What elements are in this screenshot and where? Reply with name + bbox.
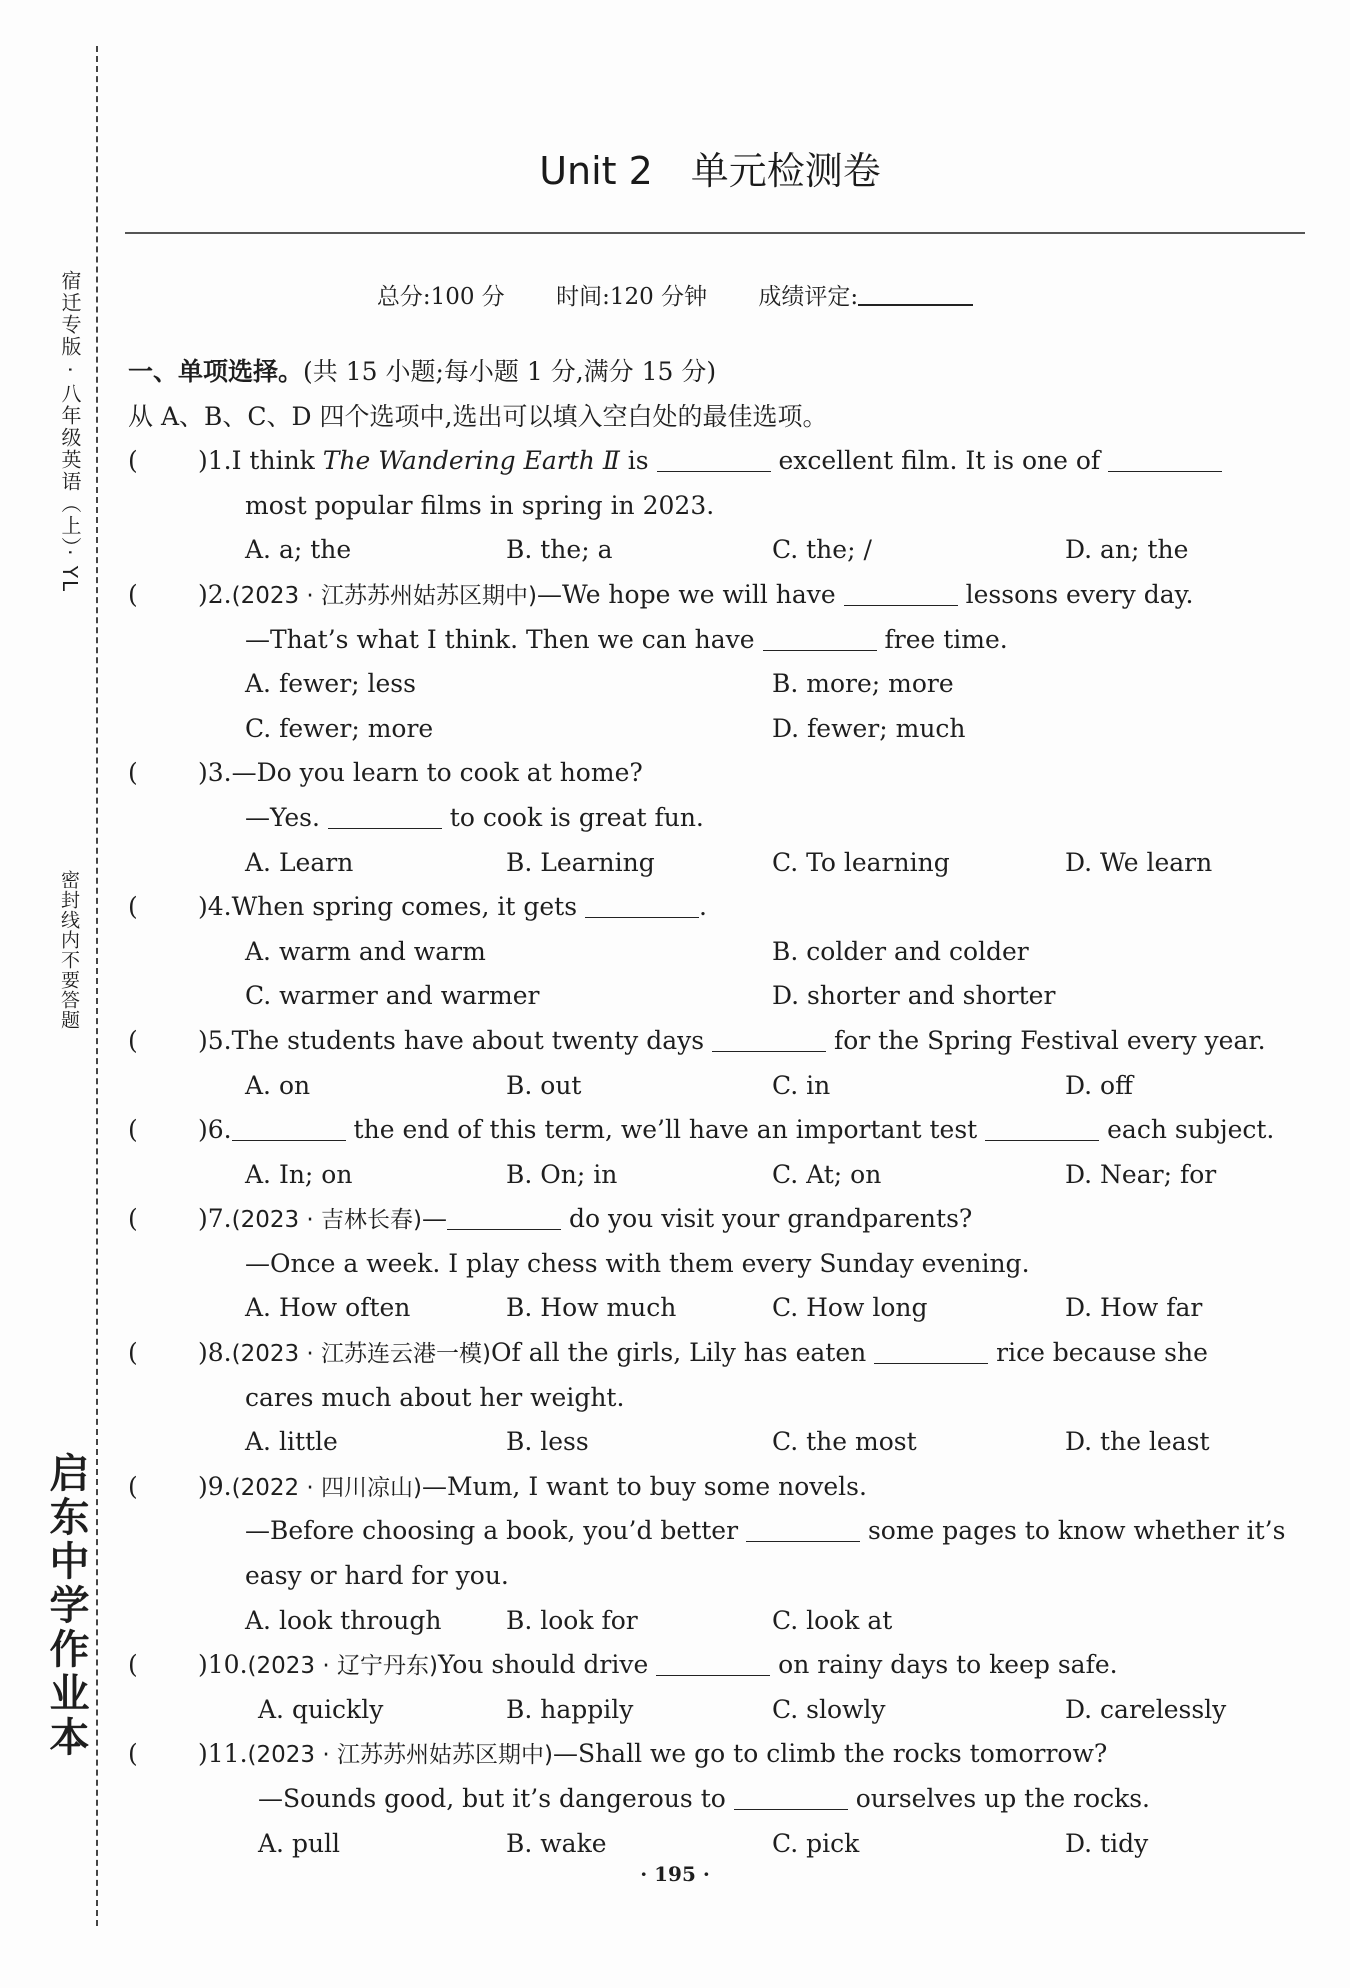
option-c[interactable]: C. warmer and warmer <box>245 981 540 1011</box>
question-10 <box>128 1643 1308 1688</box>
option-a[interactable]: A. on <box>245 1070 311 1100</box>
option-a[interactable]: A. In; on <box>245 1159 353 1189</box>
question-text: for the Spring Festival every year. <box>826 1025 1266 1055</box>
question-text: rice because she <box>988 1338 1208 1368</box>
answer-blank <box>844 604 958 606</box>
options-row <box>128 1688 1308 1733</box>
option-a[interactable]: A. Learn <box>245 847 354 877</box>
answer-blank <box>657 470 771 472</box>
options-row <box>128 1599 1308 1644</box>
section-note: (共 15 小题;每小题 1 分,满分 15 分) <box>303 357 717 386</box>
question-3 <box>128 751 1308 796</box>
question-text: ourselves up the rocks. <box>847 1784 1150 1813</box>
option-b[interactable]: B. On; in <box>506 1159 618 1189</box>
option-d[interactable]: D. tidy <box>1065 1828 1149 1858</box>
score-info <box>0 278 1350 311</box>
answer-paren[interactable]: ( <box>128 892 138 922</box>
question-text: You should drive <box>437 1650 657 1680</box>
question-text: do you visit your grandparents? <box>561 1204 973 1234</box>
binding-dashed-line <box>96 46 98 1926</box>
answer-blank <box>712 1050 826 1052</box>
answer-blank <box>874 1362 988 1364</box>
options-row <box>128 974 1308 1019</box>
options-row <box>128 707 1308 752</box>
answer-paren[interactable]: ( <box>128 1739 138 1769</box>
question-number: )2. <box>198 579 232 609</box>
options-row <box>128 528 1308 573</box>
section-title: 一、单项选择。 <box>128 357 304 386</box>
answer-blank <box>985 1139 1099 1141</box>
option-d[interactable]: D. We learn <box>1065 847 1213 877</box>
question-text: lessons every day. <box>957 579 1194 609</box>
option-c[interactable]: C. fewer; more <box>245 713 434 743</box>
question-source: (2023 · 江苏苏州姑苏区期中) <box>247 1742 553 1769</box>
option-b[interactable]: B. wake <box>506 1828 607 1858</box>
brand-label: 启东中学作业本 <box>43 1452 89 1760</box>
question-1 <box>128 439 1308 484</box>
question-number: )1. <box>198 446 232 476</box>
answer-blank <box>763 649 877 651</box>
book-edition-label: 宿迁专版 · 八年级英语（上）· YL <box>58 270 82 594</box>
option-c[interactable]: C. How long <box>772 1293 928 1323</box>
question-text: each subject. <box>1099 1115 1275 1145</box>
question-section <box>128 350 1308 1866</box>
answer-blank <box>585 916 699 918</box>
question-number: )3. <box>198 758 232 788</box>
grade-blank <box>858 304 973 306</box>
answer-paren[interactable]: ( <box>128 446 138 476</box>
question-text: is <box>619 446 657 476</box>
question-9 <box>128 1465 1308 1510</box>
question-text: —That’s what I think. Then we can have <box>245 624 763 654</box>
option-a[interactable]: A. look through <box>245 1605 442 1635</box>
question-text: The students have about twenty days <box>231 1025 713 1055</box>
question-number: )8. <box>198 1338 232 1368</box>
option-b[interactable]: B. look for <box>506 1605 638 1635</box>
question-text: most popular films in spring in 2023. <box>245 490 715 520</box>
question-source: (2023 · 吉林长春) <box>231 1207 423 1234</box>
question-text: excellent film. It is one of <box>770 446 1109 476</box>
seal-line-notice: 密封线内不要答题 <box>58 870 80 1030</box>
option-d[interactable]: D. the least <box>1065 1427 1210 1457</box>
option-c[interactable]: C. To learning <box>772 847 950 877</box>
question-number: )5. <box>198 1025 232 1055</box>
answer-blank <box>746 1540 860 1542</box>
question-text: some pages to know whether it’s <box>860 1516 1286 1546</box>
options-row <box>128 930 1308 975</box>
options-row <box>128 1420 1308 1465</box>
title-divider <box>125 232 1305 234</box>
option-a[interactable]: A. pull <box>258 1828 341 1858</box>
question-text: —Do you learn to cook at home? <box>231 758 643 788</box>
option-b[interactable]: B. the; a <box>506 535 613 565</box>
question-number: )11. <box>198 1739 248 1769</box>
option-c[interactable]: C. pick <box>772 1828 860 1858</box>
answer-paren[interactable]: ( <box>128 1650 138 1680</box>
answer-paren[interactable]: ( <box>128 1025 138 1055</box>
option-b[interactable]: B. colder and colder <box>772 936 1029 966</box>
option-d[interactable]: D. carelessly <box>1065 1694 1227 1724</box>
option-b[interactable]: B. less <box>506 1427 589 1457</box>
question-4 <box>128 885 1308 930</box>
answer-paren[interactable]: ( <box>128 1204 138 1234</box>
option-b[interactable]: B. Learning <box>506 847 655 877</box>
section-header <box>128 350 1308 395</box>
option-c[interactable]: C. the most <box>772 1427 917 1457</box>
question-source: (2022 · 四川凉山) <box>231 1474 423 1501</box>
option-d[interactable]: D. Near; for <box>1065 1159 1217 1189</box>
option-c[interactable]: C. look at <box>772 1605 893 1635</box>
option-a[interactable]: A. a; the <box>245 535 352 565</box>
question-text: . <box>698 892 707 922</box>
question-text: on rainy days to keep safe. <box>770 1650 1118 1680</box>
question-number: )4. <box>198 892 232 922</box>
question-text: —Sounds good, but it’s dangerous to <box>258 1784 734 1813</box>
time-limit: 时间:120 分钟 <box>556 284 708 310</box>
question-source: (2023 · 辽宁丹东) <box>247 1653 438 1680</box>
answer-paren[interactable]: ( <box>128 758 138 788</box>
question-text: cares much about her weight. <box>245 1382 625 1412</box>
question-6 <box>128 1108 1308 1153</box>
question-number: )6. <box>198 1115 232 1145</box>
question-text: easy or hard for you. <box>245 1561 509 1591</box>
question-text: —Yes. <box>245 802 328 832</box>
question-number: )10. <box>198 1650 248 1680</box>
answer-blank <box>656 1674 770 1676</box>
answer-blank <box>734 1808 848 1810</box>
question-11 <box>128 1732 1308 1777</box>
options-row <box>128 662 1308 707</box>
options-row <box>128 1822 1308 1867</box>
option-d[interactable]: D. an; the <box>1065 535 1189 565</box>
option-c[interactable]: C. the; / <box>772 535 872 565</box>
question-text: — <box>422 1204 448 1234</box>
answer-paren[interactable]: ( <box>128 1471 138 1501</box>
option-a[interactable]: A. warm and warm <box>245 936 486 966</box>
question-number: )7. <box>198 1204 232 1234</box>
options-row <box>128 1286 1308 1331</box>
answer-blank <box>328 827 442 829</box>
question-text: —Shall we go to climb the rocks tomorrow? <box>552 1739 1108 1769</box>
question-7 <box>128 1197 1308 1242</box>
option-b[interactable]: B. more; more <box>772 669 954 699</box>
question-text: —We hope we will have <box>537 579 844 609</box>
question-source: (2023 · 江苏连云港一模) <box>231 1341 492 1368</box>
option-b[interactable]: B. How much <box>506 1293 677 1323</box>
answer-paren[interactable]: ( <box>128 1115 138 1145</box>
option-c[interactable]: C. slowly <box>772 1694 886 1724</box>
question-number: )9. <box>198 1471 232 1501</box>
question-text: the end of this term, we’ll have an important test <box>345 1115 986 1145</box>
options-row <box>128 1153 1308 1198</box>
answer-paren[interactable]: ( <box>128 1338 138 1368</box>
option-a[interactable]: A. fewer; less <box>245 669 416 699</box>
option-d[interactable]: D. off <box>1065 1070 1133 1100</box>
option-d[interactable]: D. fewer; much <box>772 713 966 743</box>
option-c[interactable]: C. At; on <box>772 1159 882 1189</box>
question-text: —Before choosing a book, you’d better <box>245 1516 747 1546</box>
option-d[interactable]: D. shorter and shorter <box>772 981 1056 1011</box>
grade-label: 成绩评定: <box>758 284 859 310</box>
option-a[interactable]: A. little <box>245 1427 338 1457</box>
question-2 <box>128 573 1308 618</box>
question-text: I think <box>231 446 323 476</box>
question-text: —Once a week. I play chess with them every Sunday evening. <box>245 1248 1030 1278</box>
option-c[interactable]: C. in <box>772 1070 831 1100</box>
total-score: 总分:100 分 <box>376 284 505 310</box>
options-row <box>128 1064 1308 1109</box>
question-text: When spring comes, it gets <box>231 892 585 922</box>
question-text: to cook is great fun. <box>441 802 704 832</box>
option-b[interactable]: B. happily <box>506 1694 634 1724</box>
option-a[interactable]: A. quickly <box>258 1694 384 1724</box>
page-title: Unit 2 单元检测卷 <box>539 149 881 193</box>
answer-blank <box>1108 470 1222 472</box>
answer-blank <box>232 1139 346 1141</box>
question-text: free time. <box>876 624 1008 654</box>
question-5 <box>128 1019 1308 1064</box>
answer-paren[interactable]: ( <box>128 579 138 609</box>
page-number: · 195 · <box>640 1862 710 1886</box>
question-text: —Mum, I want to buy some novels. <box>422 1471 867 1501</box>
section-instruction: 从 A、B、C、D 四个选项中,选出可以填入空白处的最佳选项。 <box>128 401 828 431</box>
option-a[interactable]: A. How often <box>245 1293 411 1323</box>
question-source: (2023 · 江苏苏州姑苏区期中) <box>231 582 538 609</box>
question-8 <box>128 1331 1308 1376</box>
answer-blank <box>447 1228 561 1230</box>
option-d[interactable]: D. How far <box>1065 1293 1203 1323</box>
question-text: Of all the girls, Lily has eaten <box>491 1338 875 1368</box>
options-row <box>128 841 1308 886</box>
option-b[interactable]: B. out <box>506 1070 582 1100</box>
film-title: The Wandering Earth Ⅱ <box>322 446 620 476</box>
